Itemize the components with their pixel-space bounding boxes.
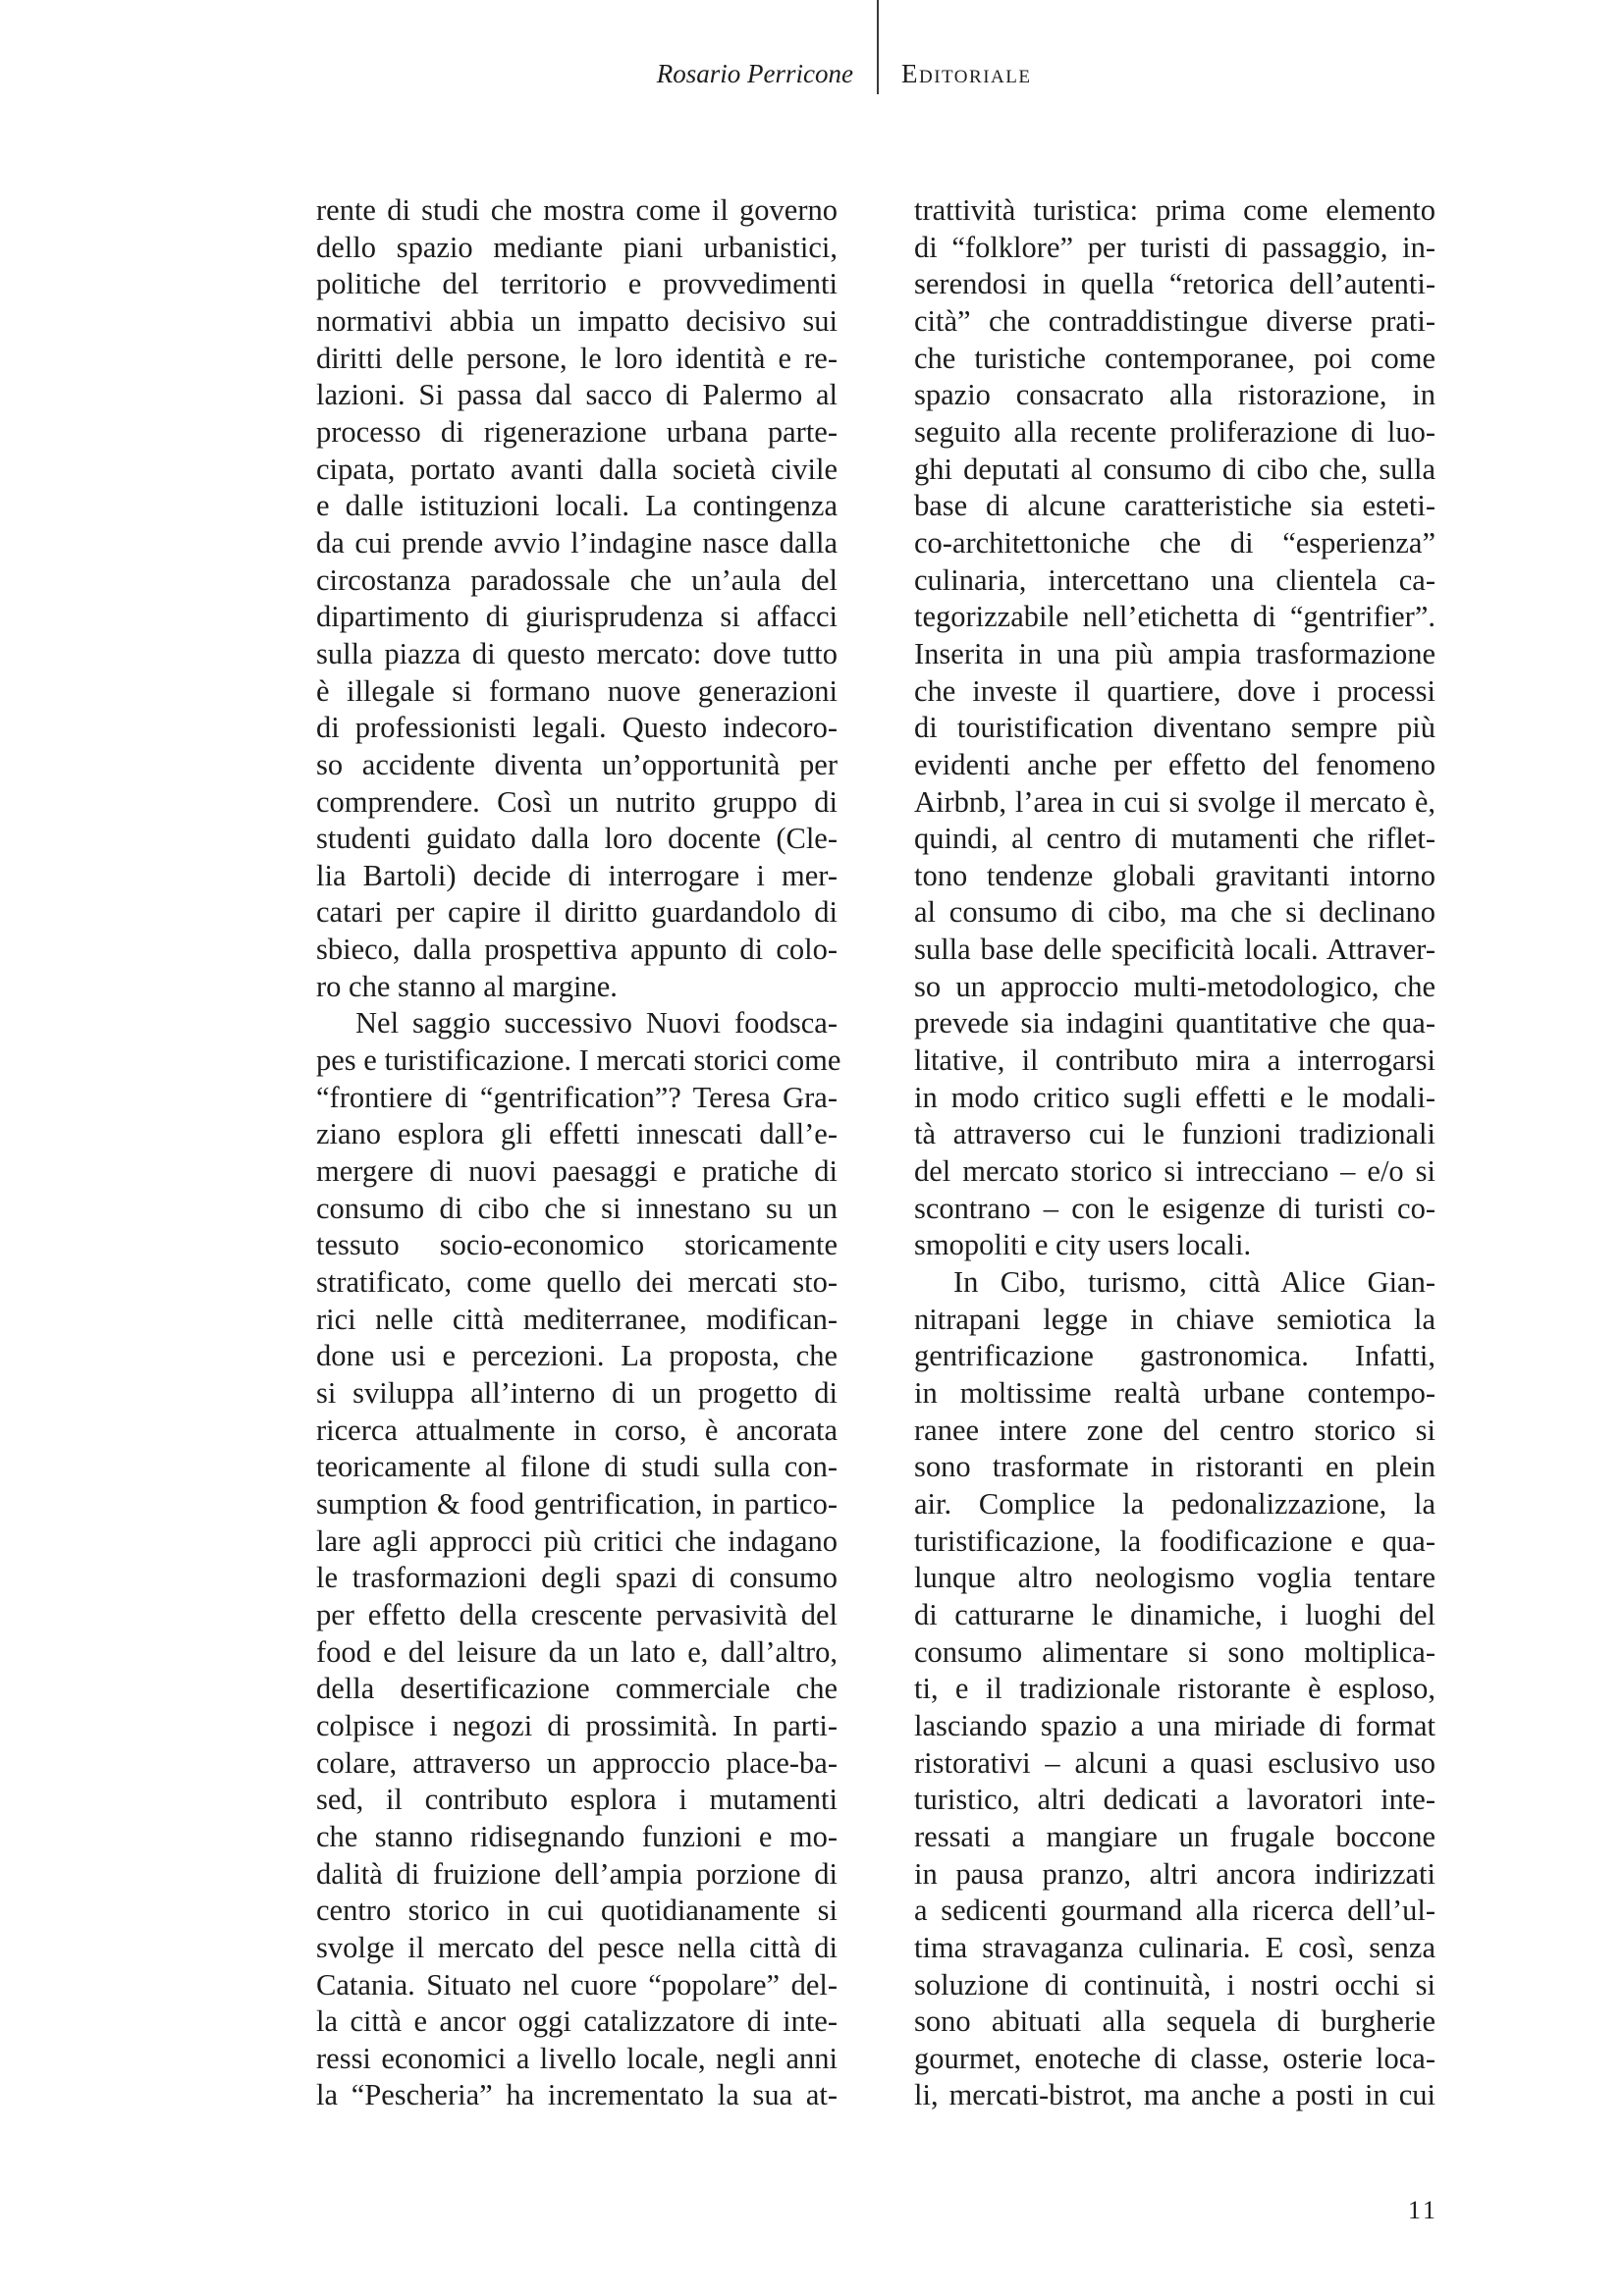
text-line: ziano esplora gli effetti innescati dall’e- [316, 1117, 838, 1151]
text-line: diritti delle persone, le loro identità e re- [316, 341, 838, 375]
text-line: le trasformazioni degli spazi di consumo [316, 1561, 838, 1595]
text-line: ro che stanno al margine. [316, 969, 618, 1003]
text-line: Inserita in una più ampia trasformazione [914, 636, 1435, 670]
text-line: trattività turistica: prima come elemento [914, 193, 1435, 227]
text-line: tà attraverso cui le funzioni tradizionali [914, 1117, 1435, 1151]
text-line: nitrapani legge in chiave semiotica la [914, 1302, 1435, 1336]
text-line: comprendere. Così un nutrito gruppo di [316, 784, 838, 819]
text-line: sono abituati alla sequela di burgherie [914, 2004, 1435, 2039]
text-line: tegorizzabile nell’etichetta di “gentrifier”. [914, 600, 1435, 634]
text-line: li, mercati-bistrot, ma anche a posti in cui [914, 2078, 1435, 2112]
text-line: teoricamente al filone di studi sulla con- [316, 1450, 838, 1484]
text-line: ressi economici a livello locale, negli anni [316, 2041, 838, 2075]
header-divider [877, 0, 879, 94]
text-line: si sviluppa all’interno di un progetto di [316, 1376, 838, 1410]
text-line: lazioni. Si passa dal sacco di Palermo al [316, 378, 838, 412]
text-line: svolge il mercato del pesce nella città di [316, 1930, 838, 1964]
text-line: normativi abbia un impatto decisivo sui [316, 303, 838, 338]
text-line: per effetto della crescente pervasività del [316, 1597, 838, 1631]
text-line: ricerca attualmente in corso, è ancorata [316, 1413, 838, 1447]
text-line: da cui prende avvio l’indagine nasce dalla [316, 525, 838, 560]
text-line: soluzione di continuità, i nostri occhi si [914, 1967, 1435, 2002]
text-line: e dalle istituzioni locali. La contingenza [316, 489, 838, 523]
text-line: lunque altro neologismo voglia tentare [914, 1561, 1435, 1595]
text-line: tessuto socio-economico storicamente [316, 1228, 838, 1262]
text-line: circostanza paradossale che un’aula del [316, 562, 838, 597]
text-line: che stanno ridisegnando funzioni e mo- [316, 1819, 838, 1853]
text-column-left [316, 192, 841, 2136]
text-line: lia Bartoli) decide di interrogare i mer- [316, 858, 838, 892]
text-line: evidenti anche per effetto del fenomeno [914, 747, 1435, 781]
text-line: prevede sia indagini quantitative che qua- [914, 1006, 1435, 1041]
text-line: centro storico in cui quotidianamente si [316, 1894, 838, 1928]
text-line: co-architettoniche che di “esperienza” [914, 525, 1435, 560]
text-line: sbieco, dalla prospettiva appunto di colo- [316, 933, 838, 967]
text-line: catari per capire il diritto guardandolo di [316, 895, 838, 930]
text-line: a sedicenti gourmand alla ricerca dell’ul- [914, 1894, 1435, 1928]
text-line: in pausa pranzo, altri ancora indirizzati [914, 1856, 1435, 1891]
text-line: so un approccio multi-metodologico, che [914, 969, 1435, 1003]
text-line: dipartimento di giurisprudenza si affacci [316, 600, 838, 634]
text-line: studenti guidato dalla loro docente (Cle- [316, 822, 838, 856]
text-line: sono trasformate in ristoranti en plein [914, 1450, 1435, 1484]
text-line: lare agli approcci più critici che indagano [316, 1523, 838, 1558]
text-line: in moltissime realtà urbane contempo- [914, 1376, 1435, 1410]
text-line: sulla piazza di questo mercato: dove tutto [316, 636, 838, 670]
text-line: Catania. Situato nel cuore “popolare” del- [316, 1967, 838, 2002]
text-line: sulla base delle specificità locali. Attraver- [914, 933, 1435, 967]
running-header-section: Editoriale [901, 59, 1032, 88]
text-line: di “folklore” per turisti di passaggio, in- [914, 230, 1435, 264]
text-line: che turistiche contemporanee, poi come [914, 341, 1435, 375]
text-line: so accidente diventa un’opportunità per [316, 747, 838, 781]
text-line: consumo di cibo che si innestano su un [316, 1191, 838, 1225]
text-line: sumption & food gentrification, in partico- [316, 1486, 838, 1521]
text-line: ressati a mangiare un frugale boccone [914, 1819, 1435, 1853]
text-line: scontrano – con le esigenze di turisti co- [914, 1191, 1435, 1225]
text-line: del mercato storico si intrecciano – e/o si [914, 1154, 1435, 1189]
text-line: processo di rigenerazione urbana parte- [316, 414, 838, 449]
text-line: lasciando spazio a una miriade di format [914, 1708, 1435, 1742]
text-line: base di alcune caratteristiche sia esteti- [914, 489, 1435, 523]
text-line: sed, il contributo esplora i mutamenti [316, 1783, 838, 1817]
text-line: Nel saggio successivo Nuovi foodsca- [355, 1006, 838, 1041]
text-line: di touristification diventano sempre più [914, 711, 1435, 745]
text-line: done usi e percezioni. La proposta, che [316, 1339, 838, 1373]
text-column-right [914, 192, 1435, 2136]
text-line: gourmet, enoteche di classe, osterie loca- [914, 2041, 1435, 2075]
text-line: ristorativi – alcuni a quasi esclusivo uso [914, 1745, 1435, 1780]
text-line: stratificato, come quello dei mercati sto- [316, 1265, 838, 1300]
text-line: turistificazione, la foodificazione e qua- [914, 1523, 1435, 1558]
text-line: in modo critico sugli effetti e le modali- [914, 1080, 1435, 1114]
text-line: colare, attraverso un approccio place-ba- [316, 1745, 838, 1780]
text-line: che investe il quartiere, dove i processi [914, 673, 1435, 708]
text-line: la città e ancor oggi catalizzatore di inte- [316, 2004, 838, 2039]
text-line: colpisce i negozi di prossimità. In parti- [316, 1708, 838, 1742]
page-number: 11 [1408, 2196, 1439, 2224]
text-line: cipata, portato avanti dalla società civile [316, 452, 838, 486]
running-header-author: Rosario Perricone [656, 59, 853, 88]
text-line: litative, il contributo mira a interrogarsi [914, 1043, 1435, 1078]
text-line: al consumo di cibo, ma che si declinano [914, 895, 1435, 930]
text-line: ti, e il tradizionale ristorante è esploso, [914, 1672, 1435, 1706]
text-line: spazio consacrato alla ristorazione, in [914, 378, 1435, 412]
text-line: ghi deputati al consumo di cibo che, sulla [914, 452, 1435, 486]
text-line: ranee intere zone del centro storico si [914, 1413, 1435, 1447]
text-line: serendosi in quella “retorica dell’autenti- [914, 267, 1435, 301]
text-line: turistico, altri dedicati a lavoratori inte- [914, 1783, 1435, 1817]
text-line: seguito alla recente proliferazione di luo- [914, 414, 1435, 449]
text-line: “frontiere di “gentrification”? Teresa Gra- [316, 1080, 838, 1114]
text-line: mergere di nuovi paesaggi e pratiche di [316, 1154, 838, 1189]
text-line: la “Pescheria” ha incrementato la sua at- [316, 2078, 838, 2112]
text-line: smopoliti e city users locali. [914, 1228, 1252, 1262]
text-line: air. Complice la pedonalizzazione, la [914, 1486, 1435, 1521]
running-header [0, 0, 1624, 118]
text-line: dello spazio mediante piani urbanistici, [316, 230, 838, 264]
text-line: In Cibo, turismo, città Alice Gian- [953, 1265, 1435, 1300]
text-line: tima stravaganza culinaria. E così, senza [914, 1930, 1435, 1964]
text-line: consumo alimentare si sono moltiplica- [914, 1634, 1435, 1669]
text-line: rente di studi che mostra come il governo [316, 193, 838, 227]
text-line: tono tendenze globali gravitanti intorno [914, 858, 1435, 892]
text-line: di catturarne le dinamiche, i luoghi del [914, 1597, 1435, 1631]
text-line: gentrificazione gastronomica. Infatti, [914, 1339, 1435, 1373]
text-line: pes e turistificazione. I mercati storici come [316, 1043, 841, 1078]
text-line: è illegale si formano nuove generazioni [316, 673, 838, 708]
text-line: culinaria, intercettano una clientela ca- [914, 562, 1435, 597]
text-line: food e del leisure da un lato e, dall’altro, [316, 1634, 838, 1669]
text-line: della desertificazione commerciale che [316, 1672, 838, 1706]
text-line: politiche del territorio e provvedimenti [316, 267, 838, 301]
text-line: cità” che contraddistingue diverse prati- [914, 303, 1435, 338]
text-line: quindi, al centro di mutamenti che riflet- [914, 822, 1435, 856]
text-line: dalità di fruizione dell’ampia porzione di [316, 1856, 838, 1891]
text-line: Airbnb, l’area in cui si svolge il mercato è, [914, 784, 1435, 819]
text-line: rici nelle città mediterranee, modifican- [316, 1302, 838, 1336]
text-line: di professionisti legali. Questo indecoro- [316, 711, 838, 745]
